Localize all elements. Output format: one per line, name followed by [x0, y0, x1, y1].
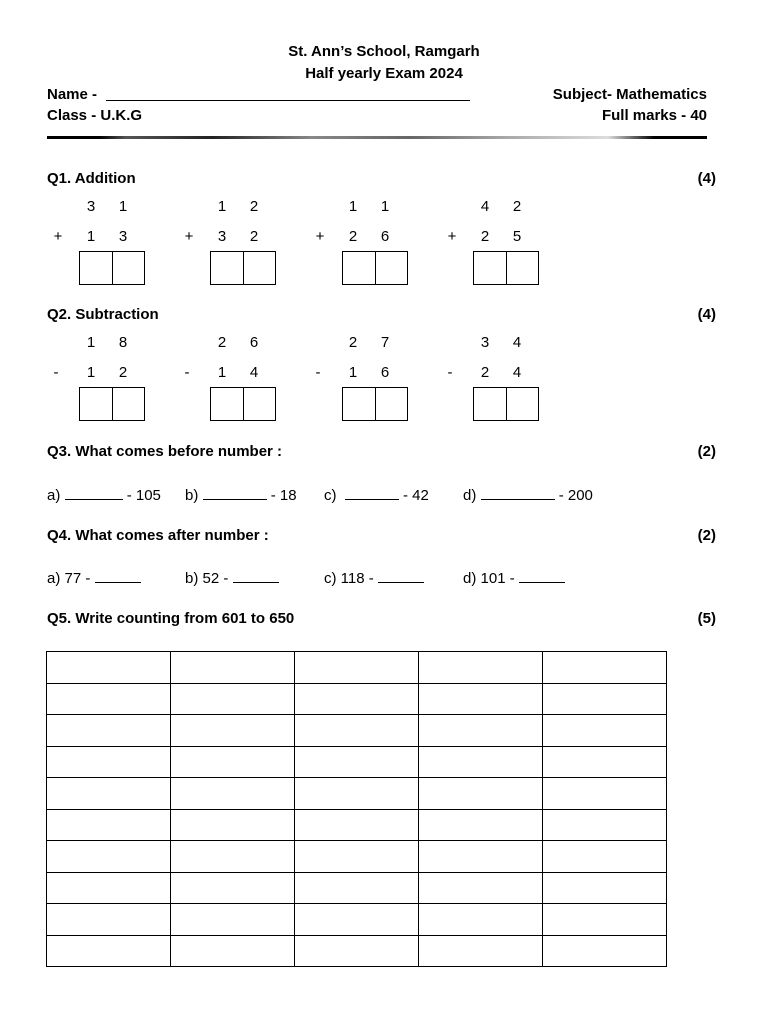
- grid-row: [47, 872, 667, 904]
- digit: 2: [249, 228, 259, 245]
- grid-cell[interactable]: [171, 652, 295, 684]
- grid-cell[interactable]: [295, 841, 419, 873]
- grid-cell[interactable]: [171, 683, 295, 715]
- answer-blank[interactable]: [345, 485, 399, 500]
- counting-grid: [46, 651, 667, 967]
- item-label: d): [463, 487, 477, 504]
- minus-sign: -: [184, 364, 190, 381]
- grid-cell[interactable]: [295, 872, 419, 904]
- answer-blank[interactable]: [203, 485, 267, 500]
- grid-cell[interactable]: [543, 904, 667, 936]
- q4-item-a: [47, 568, 141, 587]
- plus-sign: +: [315, 228, 325, 245]
- answer-box[interactable]: [79, 251, 145, 285]
- q4-item-d: [463, 568, 565, 587]
- digit: 2: [348, 228, 358, 245]
- item-label: b): [185, 487, 199, 504]
- item-label: d) 101 -: [463, 570, 515, 587]
- grid-cell[interactable]: [171, 904, 295, 936]
- plus-sign: +: [447, 228, 457, 245]
- answer-box[interactable]: [210, 251, 276, 285]
- digit: 1: [348, 198, 358, 215]
- q2-title: Q2. Subtraction: [47, 306, 159, 323]
- q2-marks: (4): [697, 306, 716, 323]
- grid-cell[interactable]: [295, 683, 419, 715]
- digit: 1: [348, 364, 358, 381]
- grid-cell[interactable]: [171, 778, 295, 810]
- item-value: - 105: [126, 487, 161, 504]
- digit: 2: [249, 198, 259, 215]
- grid-row: [47, 935, 667, 967]
- answer-box[interactable]: [342, 251, 408, 285]
- grid-cell[interactable]: [419, 841, 543, 873]
- exam-title: Half yearly Exam 2024: [305, 65, 463, 82]
- q3-item-a: [47, 485, 161, 504]
- q4-title: Q4. What comes after number :: [47, 527, 269, 544]
- minus-sign: -: [53, 364, 59, 381]
- grid-cell[interactable]: [47, 935, 171, 967]
- grid-cell[interactable]: [295, 935, 419, 967]
- grid-cell[interactable]: [419, 778, 543, 810]
- grid-cell[interactable]: [543, 841, 667, 873]
- q1-title: Q1. Addition: [47, 170, 136, 187]
- grid-cell[interactable]: [47, 746, 171, 778]
- grid-cell[interactable]: [419, 809, 543, 841]
- q4-item-b: [185, 568, 279, 587]
- grid-cell[interactable]: [543, 683, 667, 715]
- digit: 4: [480, 198, 490, 215]
- grid-row: [47, 683, 667, 715]
- digit: 5: [512, 228, 522, 245]
- grid-row: [47, 746, 667, 778]
- answer-box[interactable]: [210, 387, 276, 421]
- grid-cell[interactable]: [543, 872, 667, 904]
- answer-box[interactable]: [342, 387, 408, 421]
- grid-cell[interactable]: [47, 652, 171, 684]
- grid-cell[interactable]: [295, 809, 419, 841]
- grid-row: [47, 778, 667, 810]
- grid-cell[interactable]: [171, 841, 295, 873]
- answer-box[interactable]: [473, 251, 539, 285]
- name-label: Name -: [47, 86, 98, 103]
- answer-box[interactable]: [79, 387, 145, 421]
- grid-cell[interactable]: [47, 841, 171, 873]
- minus-sign: -: [447, 364, 453, 381]
- q3-item-b: [185, 485, 297, 504]
- answer-blank[interactable]: [65, 485, 123, 500]
- grid-cell[interactable]: [171, 809, 295, 841]
- minus-sign: -: [315, 364, 321, 381]
- digit: 3: [217, 228, 227, 245]
- grid-cell[interactable]: [419, 715, 543, 747]
- digit: 4: [249, 364, 259, 381]
- grid-cell[interactable]: [47, 715, 171, 747]
- grid-cell[interactable]: [47, 872, 171, 904]
- grid-cell[interactable]: [47, 904, 171, 936]
- digit: 1: [118, 198, 128, 215]
- digit: 2: [480, 364, 490, 381]
- digit: 1: [217, 198, 227, 215]
- digit: 2: [217, 334, 227, 351]
- item-label: a): [47, 487, 61, 504]
- digit: 7: [380, 334, 390, 351]
- q3-item-c: [324, 485, 429, 504]
- grid-row: [47, 904, 667, 936]
- grid-row: [47, 841, 667, 873]
- header-divider: [47, 136, 707, 139]
- grid-cell[interactable]: [419, 683, 543, 715]
- grid-cell[interactable]: [171, 746, 295, 778]
- answer-blank[interactable]: [481, 485, 555, 500]
- item-label: b) 52 -: [185, 570, 229, 587]
- grid-cell[interactable]: [295, 778, 419, 810]
- q4-marks: (2): [697, 527, 716, 544]
- q3-marks: (2): [697, 443, 716, 460]
- full-marks-label: Full marks - 40: [601, 107, 707, 124]
- digit: 4: [512, 334, 522, 351]
- digit: 6: [380, 228, 390, 245]
- grid-cell[interactable]: [543, 778, 667, 810]
- item-value: - 200: [558, 487, 593, 504]
- grid-cell[interactable]: [47, 809, 171, 841]
- grid-cell[interactable]: [171, 872, 295, 904]
- item-label: c) 118 -: [324, 570, 374, 587]
- answer-box[interactable]: [473, 387, 539, 421]
- grid-cell[interactable]: [295, 904, 419, 936]
- grid-cell[interactable]: [543, 746, 667, 778]
- q5-title: Q5. Write counting from 601 to 650: [47, 610, 295, 627]
- grid-row: [47, 809, 667, 841]
- digit: 1: [86, 228, 96, 245]
- grid-cell[interactable]: [543, 715, 667, 747]
- grid-cell[interactable]: [295, 652, 419, 684]
- grid-cell[interactable]: [543, 935, 667, 967]
- digit: 2: [348, 334, 358, 351]
- digit: 3: [86, 198, 96, 215]
- class-label: Class - U.K.G: [47, 107, 143, 124]
- q5-marks: (5): [697, 610, 716, 627]
- digit: 4: [512, 364, 522, 381]
- answer-blank[interactable]: [378, 568, 424, 583]
- answer-blank[interactable]: [519, 568, 565, 583]
- grid-cell[interactable]: [47, 778, 171, 810]
- item-value: - 42: [403, 487, 429, 504]
- digit: 1: [86, 364, 96, 381]
- q4-item-c: [324, 568, 424, 587]
- digit: 8: [118, 334, 128, 351]
- grid-cell[interactable]: [543, 652, 667, 684]
- plus-sign: +: [53, 228, 63, 245]
- grid-cell[interactable]: [47, 683, 171, 715]
- digit: 1: [86, 334, 96, 351]
- grid-cell[interactable]: [171, 935, 295, 967]
- digit: 3: [118, 228, 128, 245]
- q3-item-d: [463, 485, 593, 504]
- digit: 6: [380, 364, 390, 381]
- grid-cell[interactable]: [419, 652, 543, 684]
- grid-cell[interactable]: [295, 746, 419, 778]
- digit: 6: [249, 334, 259, 351]
- school-name: St. Ann’s School, Ramgarh: [288, 43, 480, 60]
- grid-cell[interactable]: [543, 809, 667, 841]
- q1-marks: (4): [697, 170, 716, 187]
- plus-sign: +: [184, 228, 194, 245]
- digit: 2: [480, 228, 490, 245]
- item-label: c): [324, 487, 337, 504]
- answer-blank[interactable]: [233, 568, 279, 583]
- digit: 1: [380, 198, 390, 215]
- answer-blank[interactable]: [95, 568, 141, 583]
- grid-cell[interactable]: [171, 715, 295, 747]
- grid-row: [47, 715, 667, 747]
- grid-row: [47, 652, 667, 684]
- name-blank-line[interactable]: [106, 100, 470, 101]
- digit: 2: [118, 364, 128, 381]
- grid-cell[interactable]: [419, 872, 543, 904]
- grid-cell[interactable]: [419, 746, 543, 778]
- grid-cell[interactable]: [419, 904, 543, 936]
- digit: 3: [480, 334, 490, 351]
- q3-title: Q3. What comes before number :: [47, 443, 283, 460]
- grid-cell[interactable]: [419, 935, 543, 967]
- grid-cell[interactable]: [295, 715, 419, 747]
- digit: 1: [217, 364, 227, 381]
- digit: 2: [512, 198, 522, 215]
- item-label: a) 77 -: [47, 570, 91, 587]
- subject-label: Subject- Mathematics: [552, 86, 707, 103]
- item-value: - 18: [270, 487, 297, 504]
